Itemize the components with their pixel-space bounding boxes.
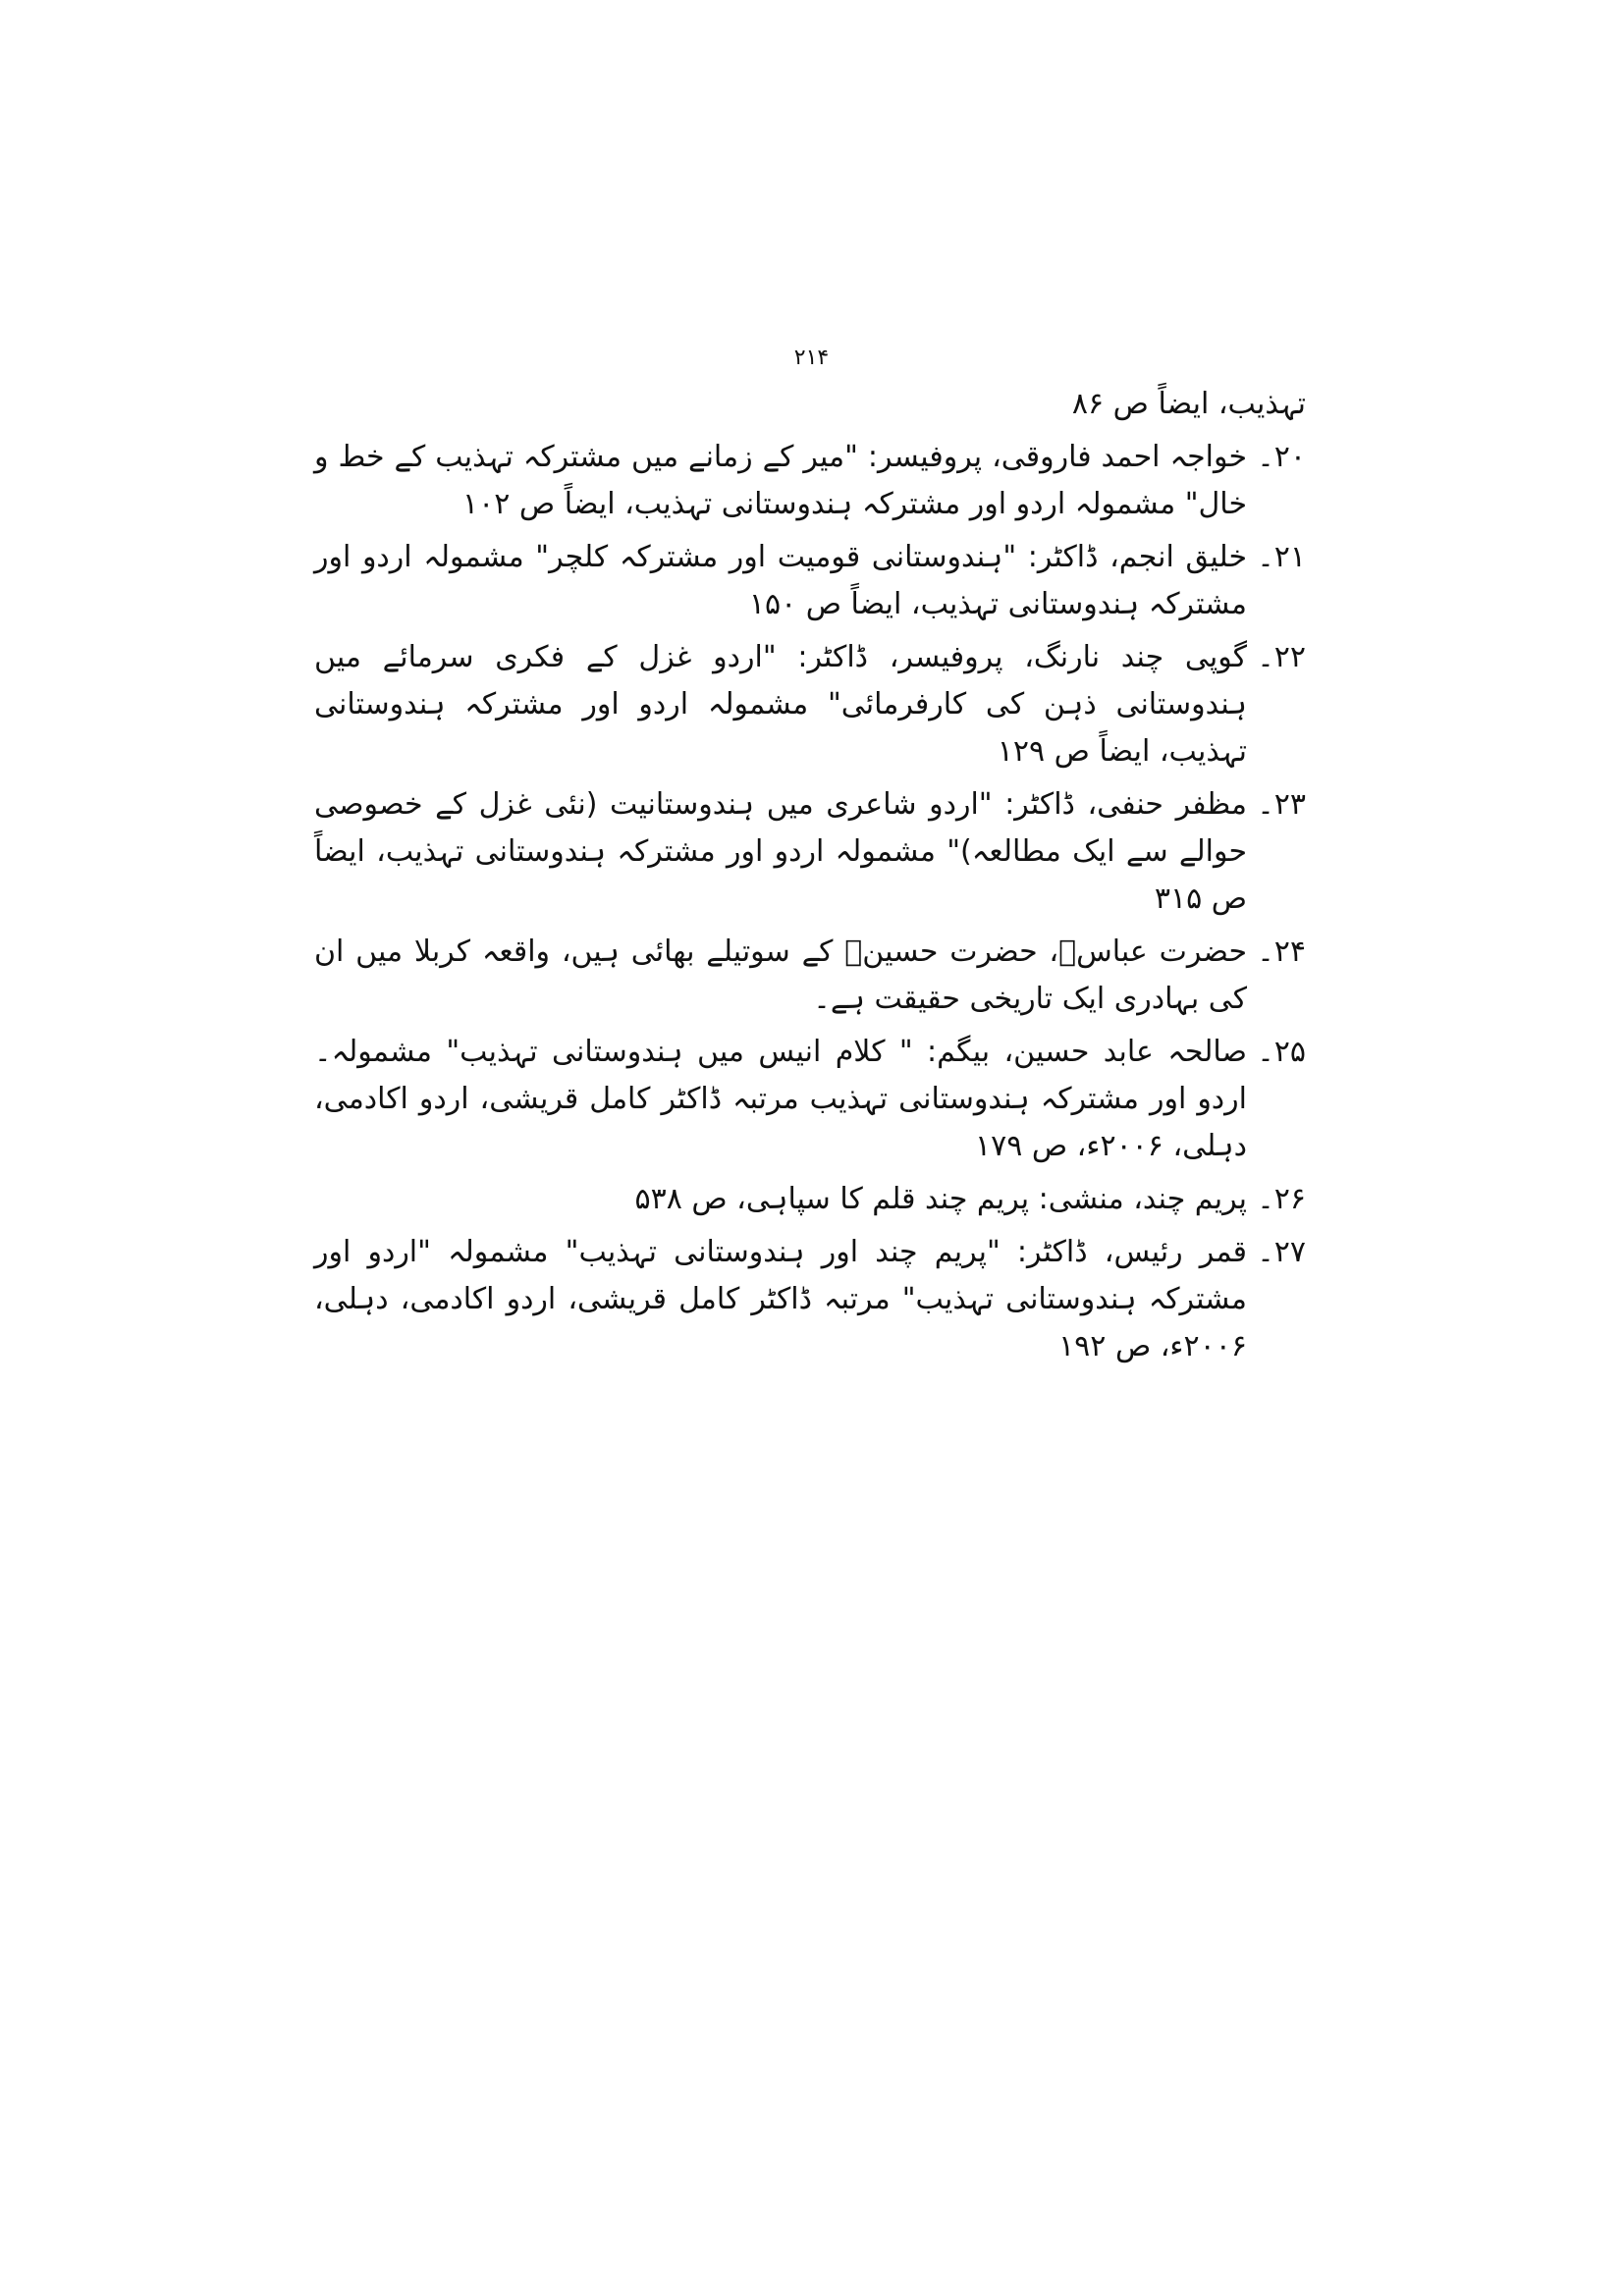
footnote-number: ۲۷۔ xyxy=(1257,1235,1306,1269)
footnote-number: ۲۵۔ xyxy=(1257,1035,1306,1069)
footnote-number: ۲۰۔ xyxy=(1257,440,1306,474)
footnote-text: قمر رئیس، ڈاکٹر: "پریم چند اور ہندوستانی تہذیب" مشمولہ "اردو اور مشترکہ ہندوستانی تہذیب" مرتبہ ڈاکٹر کامل قریشی، اردو اکادمی، دہلی، ۲۰۰۶ء، ص ۱۹۲ xyxy=(314,1235,1247,1363)
footnote-text: خلیق انجم، ڈاکٹر: "ہندوستانی قومیت اور مشترکہ کلچر" مشمولہ اردو اور مشترکہ ہندوستانی تہذیب، ایضاً ص ۱۵۰ xyxy=(314,540,1247,621)
footnote-text: حضرت عباسؓ، حضرت حسینؓ کے سوتیلے بھائی ہیں، واقعہ کربلا میں ان کی بہادری ایک تاریخی حقیقت ہے۔ xyxy=(314,934,1247,1016)
footnotes-list xyxy=(314,381,1306,1376)
footnote-number: ۲۲۔ xyxy=(1257,640,1306,674)
footnote-number: ۲۳۔ xyxy=(1257,787,1306,822)
footnote-text: گوپی چند نارنگ، پروفیسر، ڈاکٹر: "اردو غزل کے فکری سرمائے میں ہندوستانی ذہن کی کارفرمائی" مشمولہ اردو اور مشترکہ ہندوستانی تہذیب، ایضاً ص ۱۲۹ xyxy=(314,640,1247,769)
footnote-22 xyxy=(314,634,1306,775)
footnote-text: مظفر حنفی، ڈاکٹر: "اردو شاعری میں ہندوستانیت (نئی غزل کے خصوصی حوالے سے ایک مطالعہ)" مشمولہ اردو اور مشترکہ ہندوستانی تہذیب، ایضاً ص ۳۱۵ xyxy=(314,787,1247,916)
footnote-text: خواجہ احمد فاروقی، پروفیسر: "میر کے زمانے میں مشترکہ تہذیب کے خط و خال" مشمولہ اردو اور مشترکہ ہندوستانی تہذیب، ایضاً ص ۱۰۲ xyxy=(314,440,1247,521)
footnote-25 xyxy=(314,1029,1306,1170)
footnote-text: پریم چند، منشی: پریم چند قلم کا سپاہی، ص ۵۳۸ xyxy=(634,1182,1247,1216)
footnote-number: ۲۱۔ xyxy=(1257,540,1306,574)
footnote-20 xyxy=(314,434,1306,528)
footnote-21 xyxy=(314,534,1306,628)
footnote-27 xyxy=(314,1229,1306,1370)
footnote-text: صالحہ عابد حسین، بیگم: " کلام انیس میں ہندوستانی تہذیب" مشمولہ۔ اردو اور مشترکہ ہندوستانی تہذیب مرتبہ ڈاکٹر کامل قریشی، اردو اکادمی، دہلی، ۲۰۰۶ء، ص ۱۷۹ xyxy=(314,1035,1247,1163)
carryover-line: تہذیب، ایضاً ص ۸۶ xyxy=(1071,387,1306,421)
page-number: ۲۱۴ xyxy=(793,346,830,370)
footnote-number: ۲۶۔ xyxy=(1257,1182,1306,1216)
footnote-24 xyxy=(314,929,1306,1023)
footnote-23 xyxy=(314,781,1306,923)
footnote-number: ۲۴۔ xyxy=(1257,934,1306,969)
footnote-26 xyxy=(314,1176,1306,1223)
